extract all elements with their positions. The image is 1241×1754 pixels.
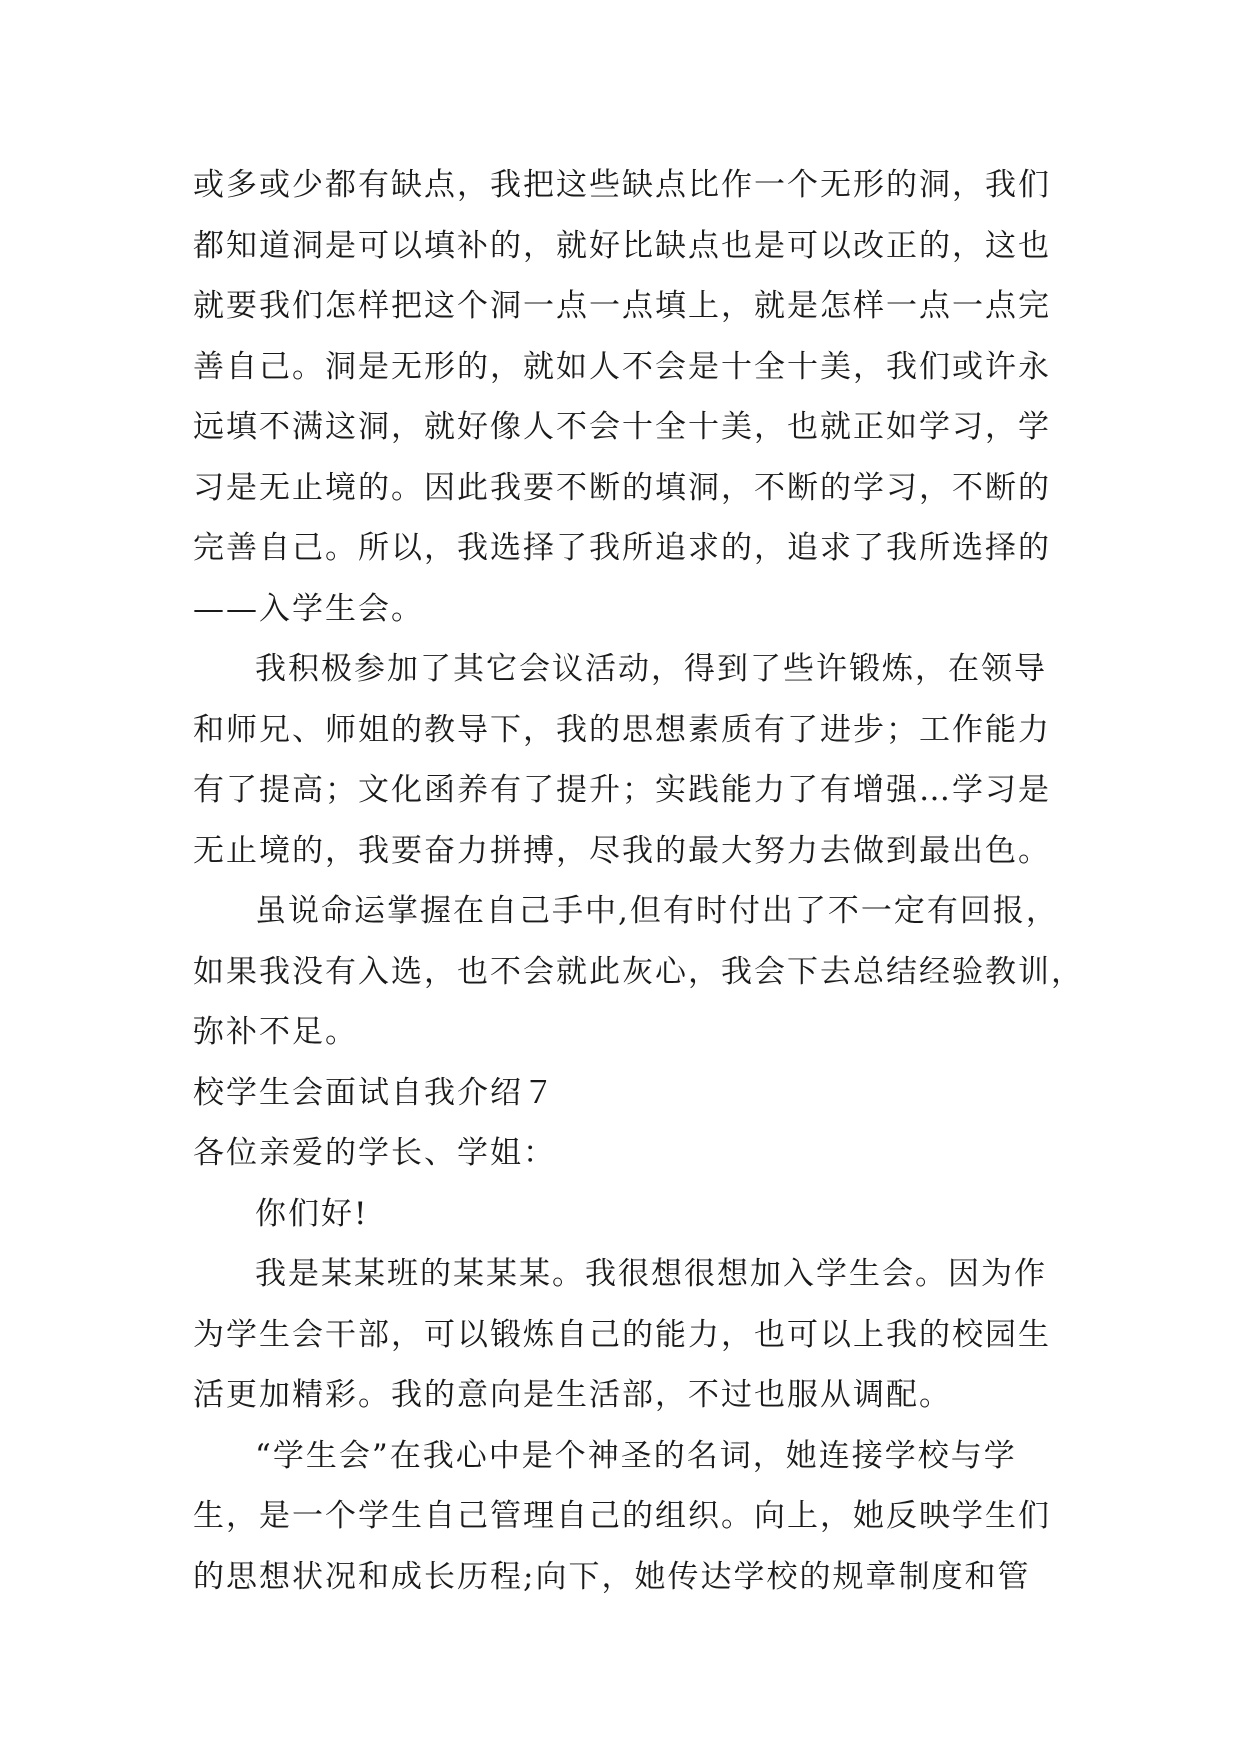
text-line: 你们好! bbox=[255, 1195, 369, 1232]
text-line: 习是无止境的。因此我要不断的填洞，不断的学习，不断的 bbox=[193, 469, 1051, 506]
text-line: 虽说命运掌握在自己手中,但有时付出了不一定有回报， bbox=[255, 893, 1059, 929]
text-line: 生，是一个学生自己管理自己的组织。向上，她反映学生们 bbox=[193, 1498, 1051, 1534]
text-line: 远填不满这洞，就好像人不会十全十美，也就正如学习，学 bbox=[193, 409, 1051, 445]
text-line: 弥补不足。 bbox=[193, 1014, 358, 1050]
text-line: “学生会”在我心中是个神圣的名词，她连接学校与学 bbox=[255, 1437, 1017, 1474]
text-line: 我积极参加了其它会议活动，得到了些许锻炼，在领导 bbox=[255, 651, 1047, 687]
text-line: 为学生会干部，可以锻炼自己的能力，也可以上我的校园生 bbox=[193, 1316, 1051, 1353]
text-line: 校学生会面试自我介绍７ bbox=[193, 1074, 556, 1111]
text-line: 无止境的，我要奋力拼搏，尽我的最大努力去做到最出色。 bbox=[193, 832, 1051, 869]
text-line: 都知道洞是可以填补的，就好比缺点也是可以改正的，这也 bbox=[193, 227, 1051, 264]
text-line: 各位亲爱的学长、学姐： bbox=[193, 1135, 556, 1171]
text-line: 的思想状况和成长历程;向下，她传达学校的规章制度和管 bbox=[193, 1558, 1031, 1595]
text-line: 完善自己。所以，我选择了我所追求的，追求了我所选择的 bbox=[193, 530, 1051, 566]
text-line: 活更加精彩。我的意向是生活部，不过也服从调配。 bbox=[193, 1377, 952, 1413]
document-body bbox=[193, 155, 1084, 1607]
text-line: 如果我没有入选，也不会就此灰心，我会下去总结经验教训， bbox=[193, 953, 1084, 990]
text-line: 和师兄、师姐的教导下，我的思想素质有了进步；工作能力 bbox=[193, 711, 1051, 748]
text-line: 就要我们怎样把这个洞一点一点填上，就是怎样一点一点完 bbox=[193, 288, 1051, 324]
text-line: ——入学生会。 bbox=[193, 590, 424, 627]
text-line: 有了提高；文化函养有了提升；实践能力了有增强…学习是 bbox=[193, 772, 1051, 808]
text-line: 我是某某班的某某某。我很想很想加入学生会。因为作 bbox=[255, 1256, 1047, 1292]
text-line: 善自己。洞是无形的，就如人不会是十全十美，我们或许永 bbox=[193, 348, 1051, 385]
text-line: 或多或少都有缺点，我把这些缺点比作一个无形的洞，我们 bbox=[193, 167, 1051, 203]
